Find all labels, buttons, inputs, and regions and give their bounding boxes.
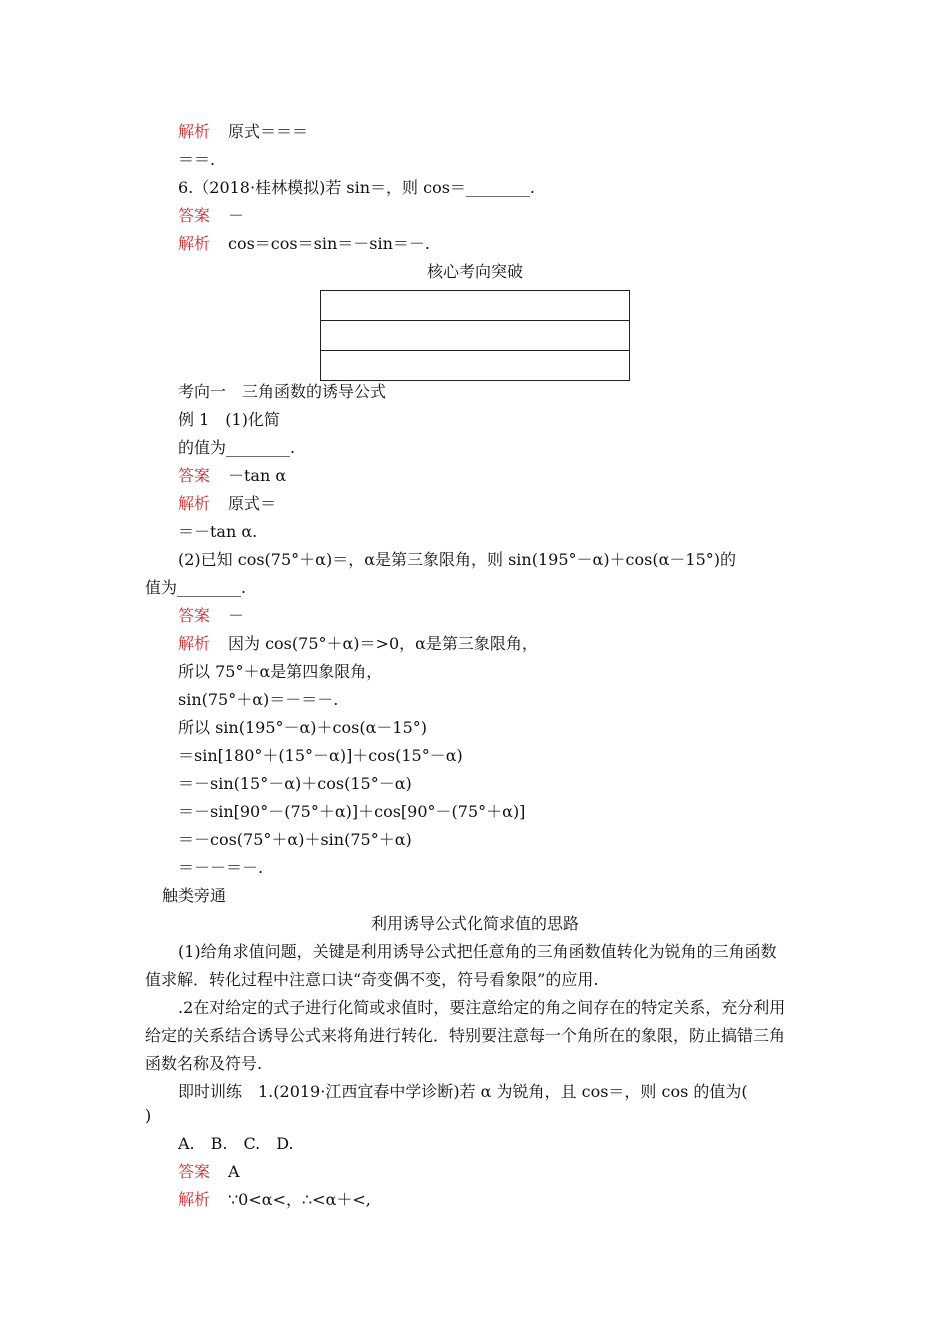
- method-text: .2在对给定的式子进行化简或求值时，要注意给定的角之间存在的特定关系，充分利用: [178, 998, 786, 1017]
- answer-label: 答案: [178, 206, 211, 225]
- example-blank: 的值为________.: [178, 438, 296, 457]
- analysis-step: ＝－cos(75°＋α)＋sin(75°＋α): [178, 830, 412, 849]
- answer-label: 答案: [178, 606, 211, 625]
- analysis-label: 解析: [178, 494, 211, 513]
- analysis-label: 解析: [178, 234, 211, 253]
- analysis-text: 原式＝: [228, 494, 277, 513]
- answer-text: A: [228, 1162, 240, 1181]
- question-6: 6.（2018·桂林模拟)若 sin＝，则 cos＝________.: [178, 178, 536, 197]
- direction-heading: 考向一 三角函数的诱导公式: [178, 382, 387, 401]
- empty-table: [320, 290, 630, 381]
- method-text: 给定的关系结合诱导公式来将角进行转化．特别要注意每一个角所在的象限，防止搞错三角: [145, 1026, 786, 1045]
- part2-question: (2)已知 cos(75°＋α)＝，α是第三象限角，则 sin(195°－α)＋cos(α－15°)的: [178, 550, 737, 569]
- section-title: 核心考向突破: [426, 262, 523, 281]
- method-text: (1)给角求值问题，关键是利用诱导公式把任意角的三角函数值转化为锐角的三角函数: [178, 942, 777, 961]
- table-row: [321, 291, 629, 321]
- answer-text: －: [228, 606, 245, 625]
- analysis-text: ∵0<α<，∴<α＋<,: [228, 1190, 371, 1209]
- answer-label: 答案: [178, 466, 211, 485]
- analysis-text: ＝－tan α.: [178, 522, 258, 541]
- answer-label: 答案: [178, 1162, 211, 1181]
- analysis-step: sin(75°＋α)＝－＝－.: [178, 690, 339, 709]
- answer-text: －tan α: [228, 466, 287, 485]
- analysis-step: ＝－sin(15°－α)＋cos(15°－α): [178, 774, 412, 793]
- practice-question: 即时训练 1.(2019·江西宜春中学诊断)若 α 为锐角，且 cos＝，则 cos 的值为(: [178, 1082, 748, 1101]
- analysis-text: 原式＝＝＝: [228, 122, 309, 141]
- practice-options: A. B. C. D.: [178, 1134, 294, 1153]
- answer-text: －: [228, 206, 245, 225]
- practice-question: ): [145, 1106, 152, 1125]
- analysis-label: 解析: [178, 1190, 211, 1209]
- example-title: 例 1 (1)化简: [178, 410, 280, 429]
- analysis-step: ＝－－＝－.: [178, 858, 264, 877]
- method-text: 函数名称及符号.: [145, 1054, 263, 1073]
- analysis-label: 解析: [178, 634, 211, 653]
- table-row: [321, 321, 629, 351]
- touch-heading: 触类旁通: [162, 886, 227, 905]
- method-text: 值求解．转化过程中注意口诀“奇变偶不变，符号看象限”的应用.: [145, 970, 599, 989]
- analysis-text: ＝＝.: [178, 150, 216, 169]
- analysis-step: ＝－sin[90°－(75°＋α)]＋cos[90°－(75°＋α)]: [178, 802, 526, 821]
- method-title: 利用诱导公式化简求值的思路: [370, 914, 579, 933]
- part2-question: 值为________.: [145, 578, 247, 597]
- analysis-text: cos＝cos＝sin＝－sin＝－.: [228, 234, 430, 253]
- analysis-step: 所以 sin(195°－α)＋cos(α－15°): [178, 718, 428, 737]
- analysis-step: 所以 75°＋α是第四象限角，: [178, 662, 383, 681]
- table-row: [321, 351, 629, 380]
- analysis-label: 解析: [178, 122, 211, 141]
- analysis-text: 因为 cos(75°＋α)＝>0，α是第三象限角，: [228, 634, 538, 653]
- analysis-step: ＝sin[180°＋(15°－α)]＋cos(15°－α): [178, 746, 463, 765]
